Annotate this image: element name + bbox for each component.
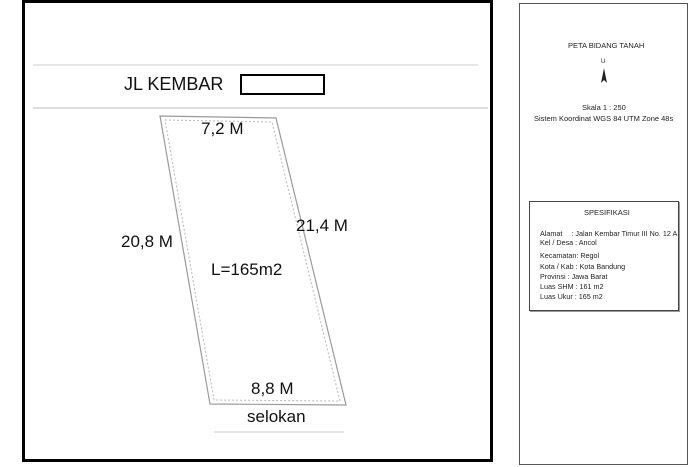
spec-value: : Kota Bandung xyxy=(575,262,626,271)
spec-key: Kel / Desa xyxy=(540,238,574,247)
spec-key: Luas SHM xyxy=(540,282,574,291)
map-info-panel xyxy=(519,3,688,465)
street-label: JL KEMBAR xyxy=(124,74,224,94)
spec-title: SPESIFIKASI xyxy=(584,208,630,217)
spec-row-luas-ukur xyxy=(540,292,603,301)
spec-key: Kota / Kab xyxy=(540,262,574,271)
side-length-top: 7,2 M xyxy=(201,119,244,138)
spec-value: : Regol xyxy=(576,251,600,260)
spec-value: : Jalan Kembar Timur III No. 12 A xyxy=(571,229,678,238)
spec-row-kelurahan xyxy=(540,238,597,247)
street-name-box xyxy=(241,75,324,94)
spec-row-provinsi xyxy=(540,272,608,281)
side-length-left: 20,8 M xyxy=(121,232,173,251)
spec-key: Alamat xyxy=(540,229,563,238)
spec-row-address xyxy=(540,229,677,238)
map-title: PETA BIDANG TANAH xyxy=(568,41,645,50)
spec-value: : 161 m2 xyxy=(575,282,604,291)
scale-text: Skala 1 : 250 xyxy=(582,103,626,112)
spec-box xyxy=(529,201,679,311)
spec-row-luas-shm xyxy=(540,282,604,291)
side-length-right: 21,4 M xyxy=(296,216,348,235)
spec-key: Provinsi xyxy=(540,272,566,281)
spec-row-kota xyxy=(540,262,625,271)
spec-value: : Ancol xyxy=(575,238,597,247)
spec-value: : Jawa Barat xyxy=(567,272,608,281)
area-label: L=165m2 xyxy=(211,260,283,279)
north-label: U xyxy=(601,59,606,65)
spec-value: : 165 m2 xyxy=(574,292,603,301)
spec-key: Luas Ukur xyxy=(540,292,573,301)
drain-label: selokan xyxy=(247,407,306,426)
coordinate-system: Sistem Koordinat WGS 84 UTM Zone 48s xyxy=(534,114,674,123)
side-length-bottom: 8,8 M xyxy=(251,379,294,398)
spec-row-kecamatan xyxy=(540,251,599,260)
spec-key: Kecamatan xyxy=(540,251,577,260)
